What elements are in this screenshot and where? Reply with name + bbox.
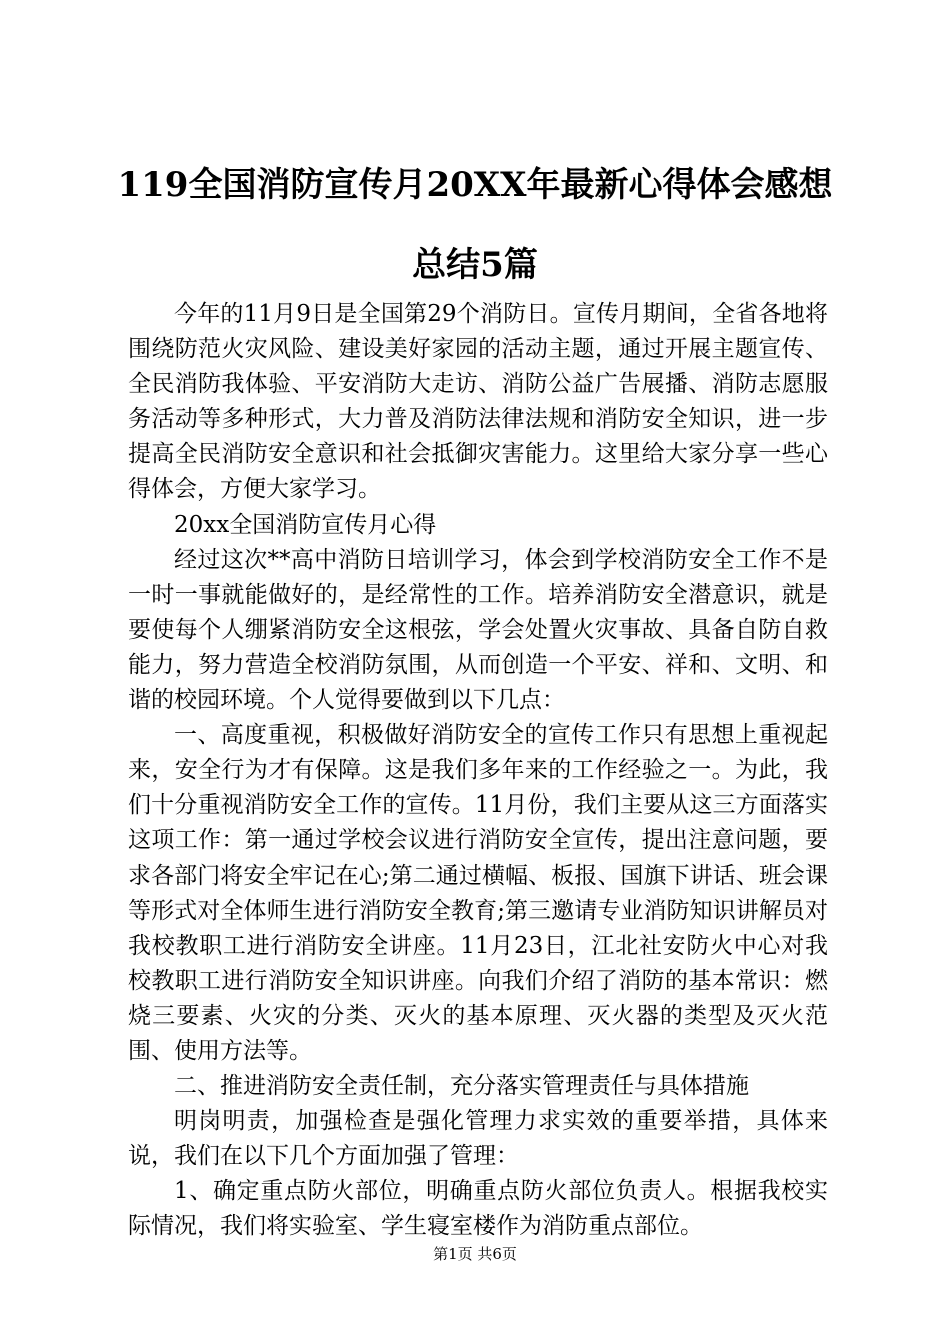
document-body [128, 297, 828, 1245]
document-title-line-1: 119全国消防宣传月20XX年最新心得体会感想 [117, 165, 833, 205]
page-footer: 第1页 共6页 [433, 1245, 517, 1263]
paragraph-training: 经过这次**高中消防日培训学习，体会到学校消防安全工作不是一时一事就能做好的，是经常性的工作。培养消防安全潜意识，就是要使每个人绷紧消防安全这根弦，学会处置火灾事故、具备自防自救能力，努力营造全校消防氛围，从而创造一个平安、祥和、文明、和谐的校园环境。个人觉得要做到以下几点： [128, 546, 828, 714]
paragraph-heading-experience: 20xx全国消防宣传月心得 [174, 511, 437, 538]
document-title-line-2: 总结5篇 [412, 245, 538, 285]
paragraph-management: 明岗明责，加强检查是强化管理力求实效的重要举措，具体来说，我们在以下几个方面加强了管理： [128, 1108, 828, 1170]
paragraph-point-two: 二、推进消防安全责任制，充分落实管理责任与具体措施 [174, 1073, 749, 1100]
paragraph-intro: 今年的11月9日是全国第29个消防日。宣传月期间，全省各地将围绕防范火灾风险、建设美好家园的活动主题，通过开展主题宣传、全民消防我体验、平安消防大走访、消防公益广告展播、消防志愿服务活动等多种形式，大力普及消防法律法规和消防安全知识，进一步提高全民消防安全意识和社会抵御灾害能力。这里给大家分享一些心得体会，方便大家学习。 [128, 301, 828, 503]
paragraph-point-one: 一、高度重视，积极做好消防安全的宣传工作只有思想上重视起来，安全行为才有保障。这是我们多年来的工作经验之一。为此，我们十分重视消防安全工作的宣传。11月份，我们主要从这三方面落实这项工作：第一通过学校会议进行消防安全宣传，提出注意问题，要求各部门将安全牢记在心;第二通过横幅、板报、国旗下讲话、班会课等形式对全体师生进行消防安全教育;第三邀请专业消防知识讲解员对我校教职工进行消防安全讲座。11月23日，江北社安防火中心对我校教职工进行消防安全知识讲座。向我们介绍了消防的基本常识：燃烧三要素、火灾的分类、灭火的基本原理、灭火器的类型及灭火范围、使用方法等。 [128, 722, 828, 1064]
paragraph-item-one: 1、确定重点防火部位，明确重点防火部位负责人。根据我校实际情况，我们将实验室、学生寝室楼作为消防重点部位。 [128, 1178, 828, 1240]
